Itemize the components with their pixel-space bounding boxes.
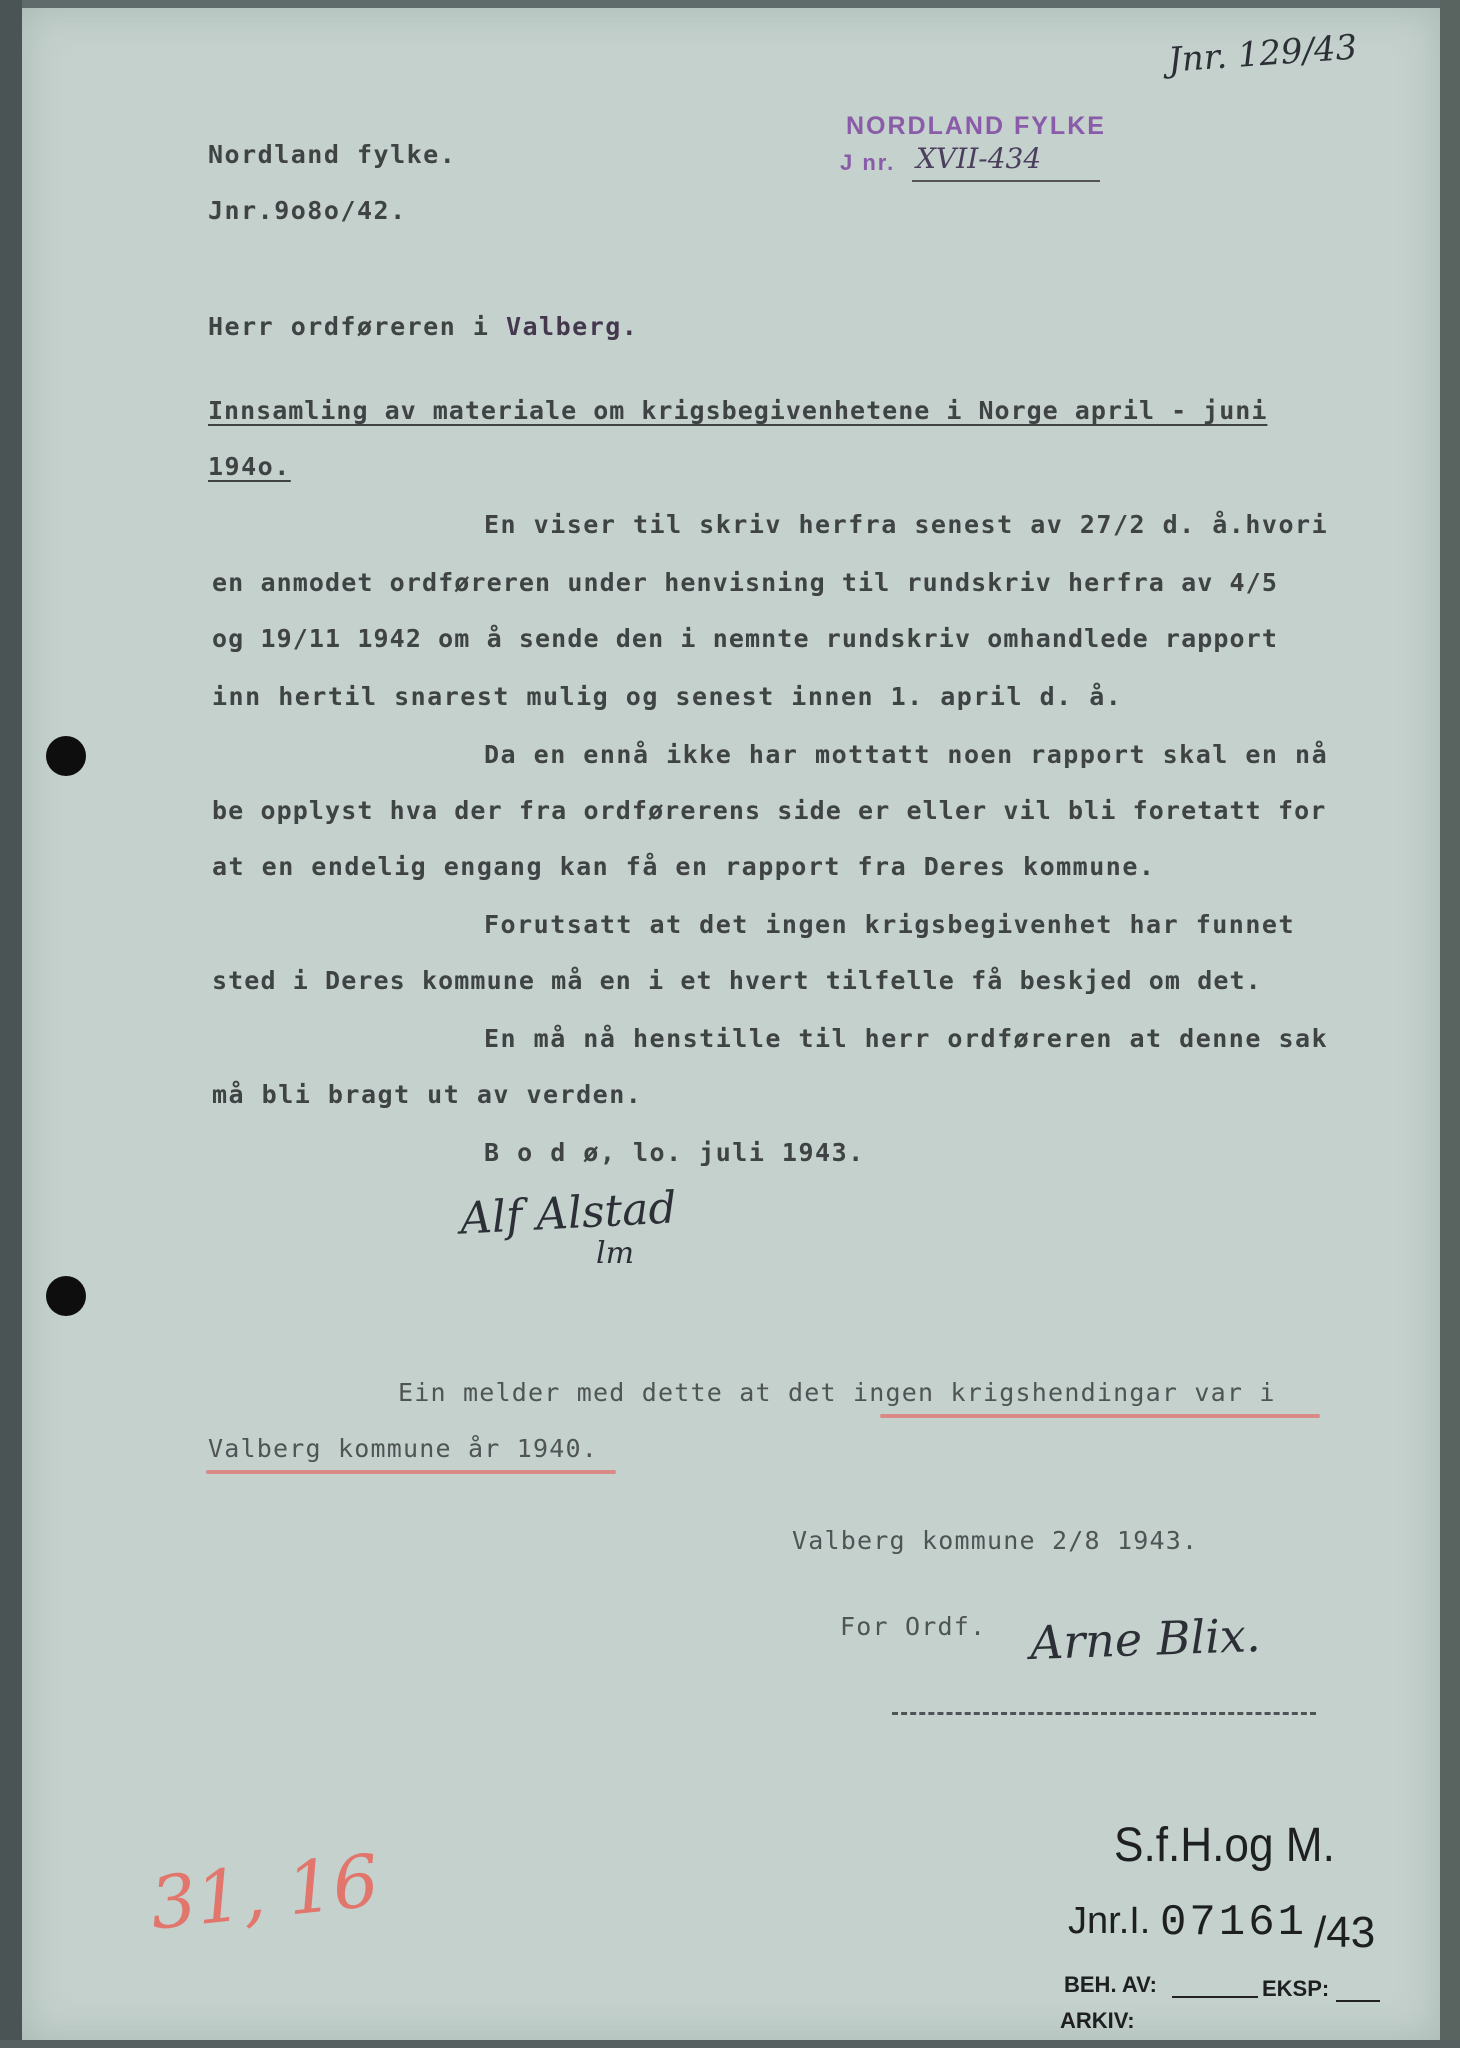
archive-stamp-beh-label: BEH. AV: (1064, 1972, 1157, 1997)
handwritten-journal-ref: Jnr. 129/43 (1166, 27, 1359, 81)
archive-stamp-beh-line (1172, 1996, 1258, 1998)
stamp-jnr-label: J nr. (840, 150, 896, 175)
reply-line-2: Valberg kommune år 1940. (208, 1434, 599, 1463)
punch-hole-bottom (46, 1276, 86, 1316)
stamp-jnr-underline (912, 180, 1100, 182)
archive-stamp-jnr-year: /43 (1314, 1908, 1376, 1957)
body-line: sted i Deres kommune må en i et hvert tilfelle få beskjed om det. (212, 966, 1262, 995)
addressee-place: Valberg. (505, 312, 639, 341)
body-line: Forutsatt at det ingen krigsbegivenhet har funnet (484, 910, 1296, 939)
body-line: må bli bragt ut av verden. (212, 1080, 643, 1109)
reply-line-1-plain: Ein melder med dette at det (398, 1378, 854, 1407)
subject-line-2: 194o. (208, 452, 291, 481)
signature-alstad-initials: lm (596, 1236, 635, 1271)
addressee (208, 312, 638, 341)
for-ordforer-label: For Ordf. (840, 1612, 987, 1641)
signature-blix: Arne Blix. (1029, 1607, 1262, 1671)
stamp-jnr-number: XVII-434 (916, 142, 1042, 175)
body-line: be opplyst hva der fra ordførerens side er eller vil bli foretatt for (212, 796, 1327, 825)
body-line: Da en ennå ikke har mottatt noen rapport skal en nå (484, 740, 1329, 769)
scan-edge-bottom (0, 2040, 1460, 2048)
body-line: En må nå henstille til herr ordføreren at denne sak (484, 1024, 1329, 1053)
sender-name: Nordland fylke. (208, 140, 457, 169)
archive-stamp-eksp-label: EKSP: (1262, 1976, 1330, 2001)
punch-hole-top (46, 736, 86, 776)
reply-line-1-marked: ingen krigshendingar var i (853, 1378, 1276, 1407)
body-line: og 19/11 1942 om å sende den i nemnte rundskriv omhandlede rapport (212, 624, 1278, 653)
signature-dashed-line (892, 1712, 1316, 1715)
scan-edge-left (0, 0, 22, 2048)
subject-line-1: Innsamling av materiale om krigsbegivenhetene i Norge april - juni (208, 396, 1268, 425)
red-underline-2 (206, 1470, 616, 1474)
body-line: at en endelig engang kan få en rapport fra Deres kommune. (212, 852, 1156, 881)
body-line: en anmodet ordføreren under henvisning til rundskriv herfra av 4/5 (212, 568, 1278, 597)
sender-journal-ref: Jnr.9o8o/42. (208, 196, 407, 225)
red-underline-1 (880, 1414, 1320, 1418)
body-line: inn hertil snarest mulig og senest innen 1. april d. å. (212, 682, 1123, 711)
archive-stamp-jnr-label: Jnr.I. (1068, 1900, 1151, 1942)
addressee-prefix: Herr ordføreren i (208, 312, 506, 341)
archive-stamp-eksp-line (1336, 2000, 1380, 2002)
archive-stamp-arkiv-label: ARKIV: (1060, 2008, 1135, 2033)
place-date: B o d ø, lo. juli 1943. (484, 1138, 865, 1167)
scan-edge-right (1440, 0, 1460, 2048)
body-line: En viser til skriv herfra senest av 27/2 d. å.hvori (484, 510, 1329, 539)
signature-alstad: Alf Alstad (458, 1182, 678, 1245)
red-handwritten-note: 31, 16 (146, 1838, 383, 1946)
archive-stamp-jnr-number: 07161 (1160, 1898, 1308, 1948)
stamp-nordland-fylke: NORDLAND FYLKE (846, 112, 1106, 140)
reply-place-date: Valberg kommune 2/8 1943. (792, 1526, 1199, 1555)
archive-stamp-title: S.f.H.og M. (1114, 1819, 1335, 1872)
reply-line-1 (398, 1378, 1276, 1407)
